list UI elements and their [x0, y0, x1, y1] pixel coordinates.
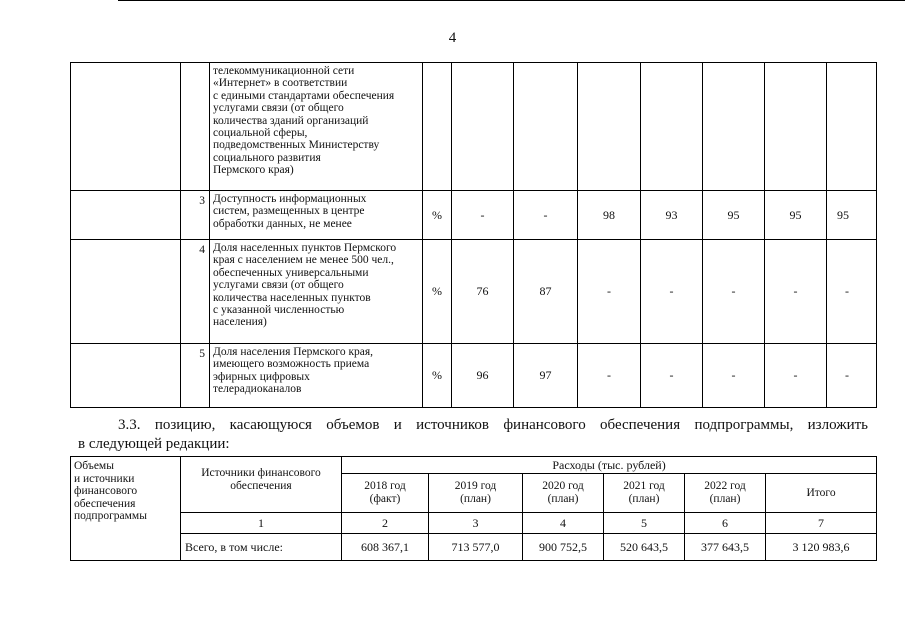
indicator-name: Доля населения Пермского края, имеющего возможность приема эфирных цифровых телерадиоканалов — [210, 344, 423, 408]
value-cell: 87 — [514, 240, 578, 344]
value-cell: - — [641, 240, 703, 344]
finance-header-row — [71, 457, 877, 474]
sources-header: Источники финансового обеспечения — [181, 457, 342, 513]
expenses-header: Расходы (тыс. рублей) — [342, 457, 877, 474]
table-row — [71, 191, 877, 240]
value-cell: 96 — [452, 344, 514, 408]
total-value: 377 643,5 — [685, 534, 766, 561]
column-number: 7 — [766, 513, 877, 534]
amendment-paragraph — [78, 416, 868, 454]
volumes-sources-label: Объемы и источники финансового обеспечения подпрограммы — [71, 457, 181, 561]
column-number: 6 — [685, 513, 766, 534]
column-number: 4 — [523, 513, 604, 534]
column-number: 1 — [181, 513, 342, 534]
row-number: 5 — [181, 344, 210, 408]
table-row — [71, 240, 877, 344]
unit-cell: % — [423, 344, 452, 408]
indicator-name: Доля населенных пунктов Пермского края с населением не менее 500 чел., обеспеченных универсальными услугами связи (от общего количества населенных пунктов с указанной численностью населения) — [210, 240, 423, 344]
year-header: 2022 год (план) — [685, 474, 766, 513]
value-cell: 98 — [578, 191, 641, 240]
table-row-continuation — [71, 63, 877, 191]
value-cell: 95 — [703, 191, 765, 240]
value-cell: 97 — [514, 344, 578, 408]
total-value: 713 577,0 — [429, 534, 523, 561]
total-value: 520 643,5 — [604, 534, 685, 561]
value-cell: - — [578, 240, 641, 344]
grand-total-value: 3 120 983,6 — [766, 534, 877, 561]
row-number: 3 — [181, 191, 210, 240]
paragraph-line-1: 3.3. позицию, касающуюся объемов и источников финансового обеспечения подпрограммы, изложить — [118, 417, 868, 433]
paragraph-line-2: в следующей редакции: — [78, 436, 230, 452]
finance-table — [70, 456, 877, 561]
value-cell: - — [452, 191, 514, 240]
value-cell: 95 — [827, 191, 877, 240]
column-number: 3 — [429, 513, 523, 534]
indicator-name-continuation: телекоммуникационной сети «Интернет» в соответствии с едиными стандартами обеспечения услугами связи (от общего количества зданий организаций социальной сферы, подведомственных Министерству социального развития Пермского края) — [210, 63, 423, 191]
year-header: 2019 год (план) — [429, 474, 523, 513]
value-cell: - — [578, 344, 641, 408]
value-cell: - — [765, 344, 827, 408]
unit-cell: % — [423, 240, 452, 344]
unit-cell: % — [423, 191, 452, 240]
row-number: 4 — [181, 240, 210, 344]
year-header: 2018 год (факт) — [342, 474, 429, 513]
total-value: 900 752,5 — [523, 534, 604, 561]
column-numbers-row — [71, 513, 877, 534]
column-number: 5 — [604, 513, 685, 534]
indicator-name: Доступность информационных систем, размещенных в центре обработки данных, не менее — [210, 191, 423, 240]
value-cell: - — [703, 240, 765, 344]
top-border-line — [118, 0, 905, 1]
total-value: 608 367,1 — [342, 534, 429, 561]
table-row — [71, 344, 877, 408]
column-number: 2 — [342, 513, 429, 534]
page-number: 4 — [448, 30, 457, 46]
value-cell: - — [827, 344, 877, 408]
value-cell: - — [827, 240, 877, 344]
value-cell: - — [514, 191, 578, 240]
value-cell: - — [703, 344, 765, 408]
total-row — [71, 534, 877, 561]
year-header: 2021 год (план) — [604, 474, 685, 513]
value-cell: 95 — [765, 191, 827, 240]
year-header: 2020 год (план) — [523, 474, 604, 513]
value-cell: 93 — [641, 191, 703, 240]
total-header: Итого — [766, 474, 877, 513]
total-label: Всего, в том числе: — [181, 534, 342, 561]
value-cell: 76 — [452, 240, 514, 344]
value-cell: - — [641, 344, 703, 408]
value-cell: - — [765, 240, 827, 344]
indicator-table — [70, 62, 877, 408]
